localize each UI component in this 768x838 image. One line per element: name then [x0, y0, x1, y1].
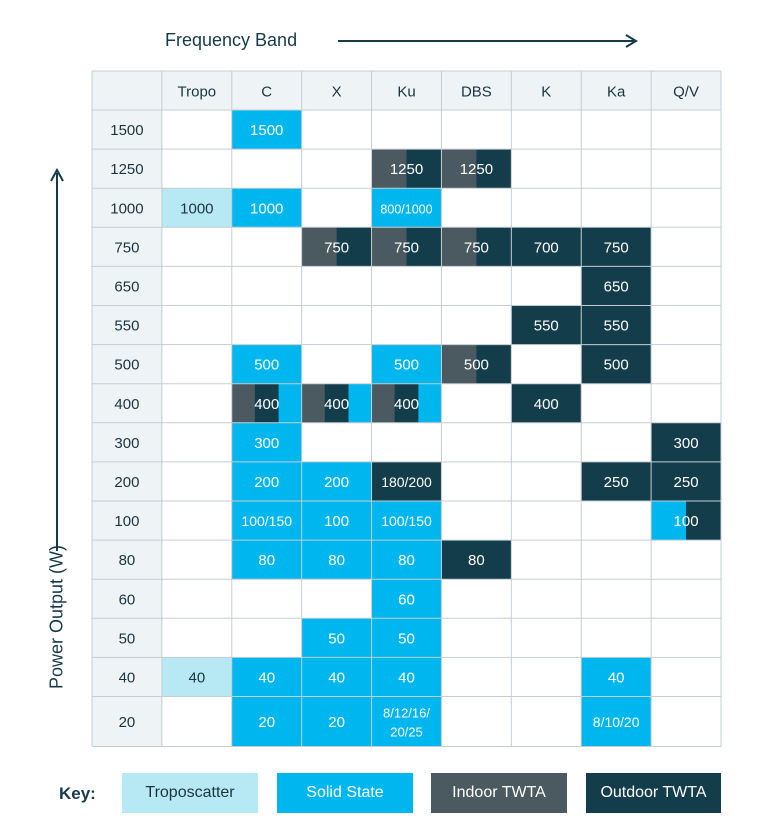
cell-label-12-3: 60 [398, 591, 415, 609]
row-header-550: 550 [114, 317, 140, 335]
legend-indoor-twta-label: Indoor TWTA [452, 784, 546, 801]
cell-label-6-3: 500 [393, 356, 420, 374]
column-header-x: X [331, 83, 342, 101]
cell-label-7-3: 400 [393, 395, 420, 413]
legend-title: Key: [59, 784, 96, 803]
legend-solid-state-label: Solid State [306, 784, 384, 801]
cell-label-10-3: 100/150 [381, 513, 432, 530]
cell-label-15-3-line-1: 20/25 [390, 724, 423, 740]
row-header-1500: 1500 [110, 122, 144, 140]
cell-label-11-3: 80 [398, 552, 415, 570]
cell-label-13-2: 50 [328, 630, 345, 648]
cell-7-2-fill-indoor [302, 384, 326, 423]
cell-label-6-4: 500 [463, 356, 489, 374]
cell-label-9-6: 250 [603, 473, 629, 491]
cell-label-3-3: 750 [393, 239, 420, 257]
cell-label-8-1: 300 [254, 434, 280, 452]
cell-label-1-3: 1250 [389, 161, 424, 179]
cell-label-15-2: 20 [328, 714, 345, 731]
cell-label-11-4: 80 [468, 552, 485, 570]
cell-label-9-1: 200 [254, 473, 280, 491]
legend-outdoor-twta-label: Outdoor TWTA [600, 784, 707, 801]
cell-label-9-7: 250 [673, 473, 699, 491]
cell-7-2-fill-solid [348, 384, 371, 423]
legend-troposcatter [122, 773, 258, 813]
cell-label-2-3: 800/1000 [380, 202, 433, 217]
y-axis-title-text: Power Output (W) [46, 544, 67, 690]
row-header-100: 100 [114, 513, 140, 531]
cell-label-14-2: 40 [328, 669, 345, 687]
row-header-1250: 1250 [110, 161, 144, 179]
cell-label-3-2: 750 [324, 239, 350, 257]
legend-outdoor-twta [586, 773, 721, 813]
cell-label-6-1: 500 [254, 356, 280, 374]
row-header-500: 500 [114, 356, 140, 374]
row-header-400: 400 [114, 395, 140, 413]
cell-label-15-3-line-0: 8/12/16/ [383, 705, 430, 721]
cell-label-14-0: 40 [188, 669, 206, 687]
cell-7-3-fill-solid [418, 384, 441, 423]
column-header-ka: Ka [606, 83, 626, 101]
row-header-650: 650 [114, 278, 140, 296]
legend-troposcatter-label: Troposcatter [145, 784, 235, 801]
cell-label-0-1: 1500 [250, 122, 284, 140]
cell-label-1-4: 1250 [459, 161, 494, 179]
cell-label-5-6: 550 [603, 317, 629, 335]
cell-label-5-5: 550 [533, 317, 559, 335]
column-header-k: K [541, 83, 552, 101]
row-header-300: 300 [114, 434, 140, 452]
row-header-20: 20 [118, 714, 136, 731]
cell-label-14-3: 40 [398, 669, 415, 687]
cell-label-9-3: 180/200 [381, 473, 432, 490]
cell-label-3-6: 750 [603, 239, 629, 257]
row-header-80: 80 [118, 552, 136, 570]
column-header-ku: Ku [397, 83, 416, 101]
cell-label-3-4: 750 [463, 239, 489, 257]
row-header-50: 50 [118, 630, 136, 648]
row-header-40: 40 [118, 669, 136, 687]
cell-label-14-6: 40 [607, 669, 625, 687]
cell-label-7-5: 400 [533, 395, 559, 413]
cell-label-10-1: 100/150 [241, 513, 293, 530]
cell-label-11-1: 80 [258, 552, 276, 570]
column-header-tropo: Tropo [177, 83, 217, 101]
cell-label-2-1: 1000 [250, 200, 284, 218]
cell-label-9-2: 200 [324, 473, 350, 491]
cell-label-4-6: 650 [603, 278, 629, 296]
cell-7-1-fill-solid [279, 384, 302, 423]
cell-label-11-2: 80 [328, 552, 345, 570]
cell-label-13-3: 50 [398, 630, 415, 648]
cell-label-2-0: 1000 [180, 200, 214, 218]
column-header-q-v: Q/V [673, 83, 699, 101]
cell-label-7-1: 400 [254, 395, 280, 413]
cell-label-10-2: 100 [324, 513, 350, 531]
row-header-750: 750 [114, 239, 140, 257]
column-header-dbs: DBS [460, 83, 492, 101]
cell-label-6-6: 500 [603, 356, 629, 374]
x-axis-title: Frequency Band [165, 30, 298, 50]
row-header-200: 200 [114, 473, 140, 491]
cell-7-3-fill-indoor [372, 384, 396, 423]
cell-label-10-7: 100 [673, 513, 699, 531]
legend-solid-state [277, 773, 413, 813]
cell-label-15-1: 20 [258, 714, 276, 731]
cell-7-1-fill-indoor [232, 384, 256, 423]
cell-label-14-1: 40 [258, 669, 276, 687]
cell-label-7-2: 400 [324, 395, 350, 413]
row-header-1000: 1000 [110, 200, 144, 218]
row-header-60: 60 [118, 591, 136, 609]
legend-indoor-twta [431, 773, 567, 813]
cell-label-3-5: 700 [533, 239, 559, 257]
column-header-c: C [261, 83, 273, 101]
cell-label-8-7: 300 [673, 434, 699, 452]
cell-label-15-6: 8/10/20 [592, 714, 640, 730]
